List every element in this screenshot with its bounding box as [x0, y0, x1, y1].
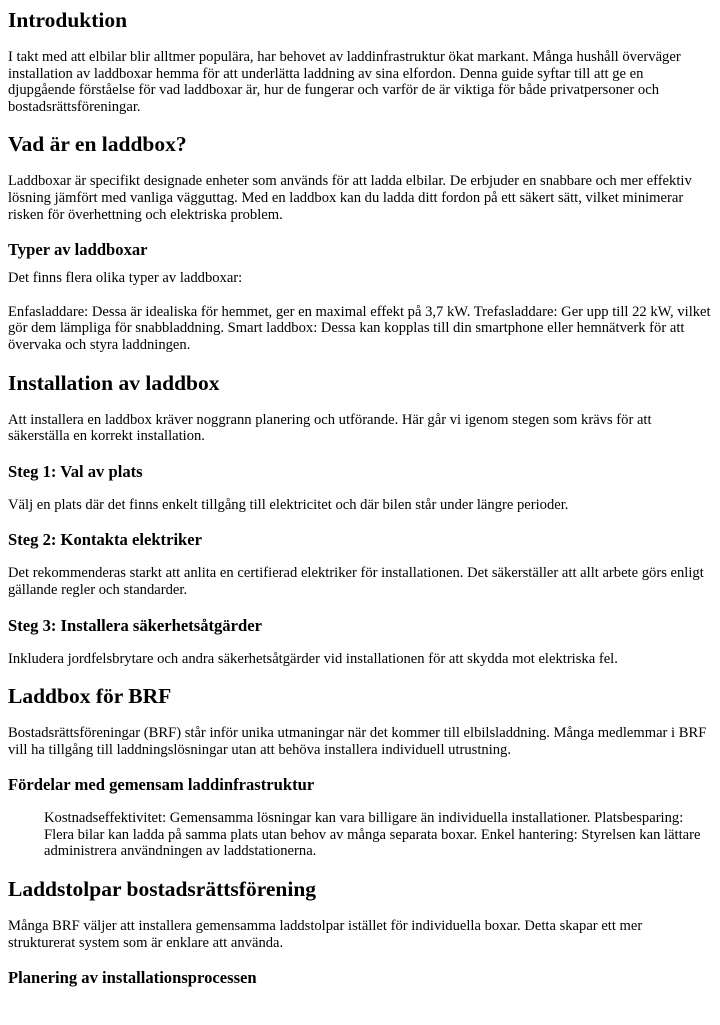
document [0, 8, 720, 987]
paragraph-installation: Att installera en laddbox kräver noggrann planering och utförande. Här går vi igenom stegen som krävs för att säkerställa en korrekt installation. [8, 411, 652, 445]
paragraph-vad-ar-en-laddbox: Laddboxar är specifikt designade enheter som används för att ladda elbilar. De erbjuder en snabbare och mer effektiv lösning jämfört med vanliga vägguttag. Med en laddbox kan du ladda ditt fordon på ett säkert sätt, vilket minimerar risken för överhettning och elektriska problem. [8, 173, 692, 223]
heading-introduktion: Introduktion [8, 8, 128, 32]
heading-laddstolpar: Laddstolpar bostadsrättsförening [8, 877, 317, 902]
heading-planering: Planering av installationsprocessen [8, 968, 257, 988]
heading-installation-av-laddbox: Installation av laddbox [8, 370, 220, 395]
paragraph-laddbox-for-brf: Bostadsrättsföreningar (BRF) står inför unika utmaningar när det kommer till elbilsladdning. Många medlemmar i BRF vill ha tillgång till laddningslösningar utan att behöva installera individuell utrustning. [8, 725, 707, 758]
paragraph-laddstolpar: Många BRF väljer att installera gemensamma laddstolpar istället för individuella boxar. Detta skapar ett mer strukturerat system som är enklare att använda. [8, 918, 643, 951]
paragraph-steg-2: Det rekommenderas starkt att anlita en certifierad elektriker för installationen. Det säkerställer att allt arbete görs enligt gällande regler och standarder. [8, 565, 704, 598]
heading-laddbox-for-brf: Laddbox för BRF [8, 684, 172, 709]
heading-vad-ar-en-laddbox: Vad är en laddbox? [8, 132, 187, 157]
heading-steg-3: Steg 3: Installera säkerhetsåtgärder [8, 615, 262, 635]
paragraph-typer-list: Enfasladdare: Dessa är idealiska för hemmet, ger en maximal effekt på 3,7 kW. Trefasladdare: Ger upp till 22 kW, vilket gör dem lämpliga för snabbladdning. Smart laddbox: Dessa kan kopplas till din smartphone eller hemnätverk för att övervaka och styra laddningen. [8, 303, 711, 353]
heading-steg-1: Steg 1: Val av plats [8, 461, 143, 481]
heading-fordelar: Fördelar med gemensam laddinfrastruktur [8, 775, 315, 795]
blockquote-fordelar: Kostnadseffektivitet: Gemensamma lösningar kan vara billigare än individuella installationer. Platsbesparing: Flera bilar kan ladda på samma plats utan behov av många separata boxar. Enkel hantering: Styrelsen kan lättare administrera användningen av laddstationerna. [44, 810, 701, 860]
paragraph-introduktion: I takt med att elbilar blir alltmer populära, har behovet av laddinfrastruktur ökat markant. Många hushåll överväger installation av laddboxar hemma för att underlätta laddning av sina elfordon. Denna guide syftar till att ge en djupgående förståelse för vad laddboxar är, hur de fungerar och varför de är viktiga för både privatpersoner och bostadsrättsföreningar. [8, 49, 681, 115]
paragraph-typer-intro: Det finns flera olika typer av laddboxar: [8, 270, 243, 287]
heading-typer-av-laddboxar: Typer av laddboxar [8, 240, 148, 260]
heading-steg-2: Steg 2: Kontakta elektriker [8, 530, 203, 550]
paragraph-steg-1: Välj en plats där det finns enkelt tillgång till elektricitet och där bilen står under längre perioder. [8, 496, 569, 513]
paragraph-steg-3: Inkludera jordfelsbrytare och andra säkerhetsåtgärder vid installationen för att skydda mot elektriska fel. [8, 650, 618, 667]
